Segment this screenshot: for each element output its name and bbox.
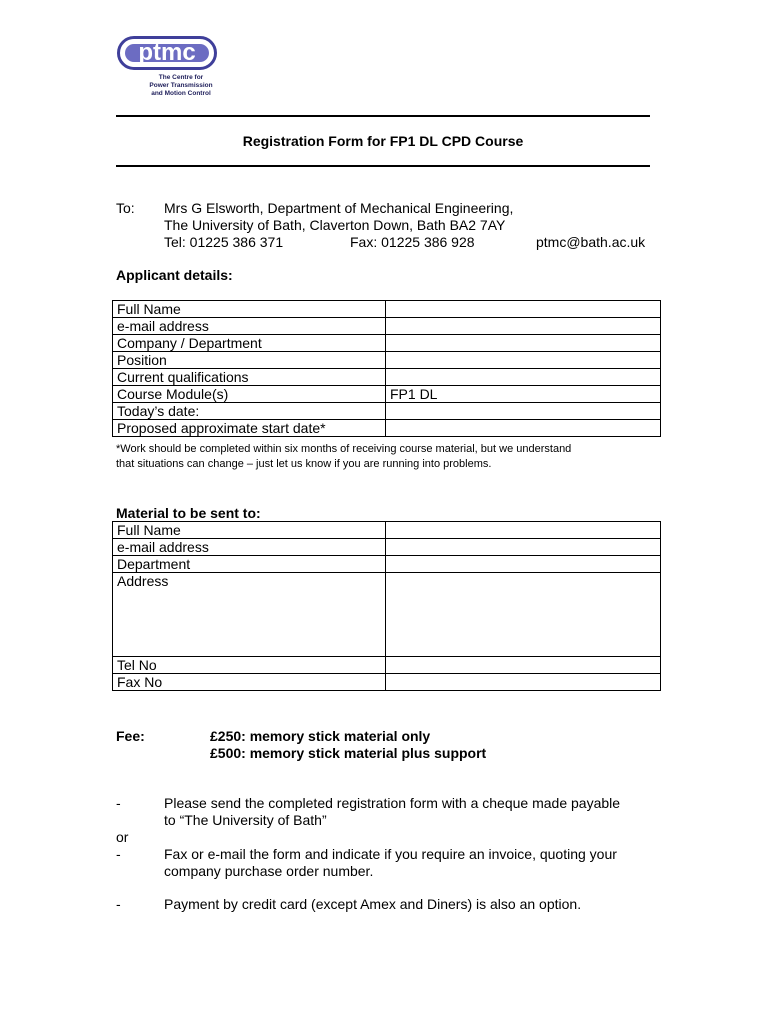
to-email[interactable]: ptmc@bath.ac.uk (536, 234, 646, 250)
title-rule (116, 165, 650, 167)
footnote: *Work should be completed within six months of receiving course material, but we understand that situations can change – just let us know if you are running into problems. (116, 443, 572, 470)
table-row (113, 352, 661, 369)
company-field[interactable] (386, 335, 661, 352)
table-row (113, 556, 661, 573)
bullet-dash: - (116, 896, 121, 912)
start-date-field[interactable] (386, 420, 661, 437)
recipient-fax-field[interactable] (386, 674, 661, 691)
fee-label: Fee: (116, 728, 145, 744)
table-row (113, 318, 661, 335)
row-label: Address (113, 573, 386, 657)
table-row (113, 386, 661, 403)
material-heading: Material to be sent to: (116, 505, 261, 521)
recipient-address-field[interactable] (386, 573, 661, 657)
bullet-dash: - (116, 846, 121, 862)
qualifications-field[interactable] (386, 369, 661, 386)
applicant-table (112, 300, 661, 437)
to-fax: Fax: 01225 386 928 (350, 234, 475, 250)
fee-option-2: £500: memory stick material plus support (210, 745, 487, 761)
row-label: e-mail address (113, 318, 386, 335)
recipient-tel-field[interactable] (386, 657, 661, 674)
form-title: Registration Form for FP1 DL CPD Course (242, 133, 524, 149)
to-tel: Tel: 01225 386 371 (164, 234, 284, 250)
row-label: e-mail address (113, 539, 386, 556)
ptmc-logo (115, 34, 221, 104)
logo-tagline: The Centre for Power Transmission and Motion Control (149, 74, 213, 97)
logo-oval (117, 36, 217, 70)
instruction-fax-email: Fax or e-mail the form and indicate if you require an invoice, quoting your company purchase order number. (164, 846, 617, 879)
bullet-dash: - (116, 795, 121, 811)
to-line2: The University of Bath, Claverton Down, Bath BA2 7AY (164, 217, 506, 233)
row-label: Company / Department (113, 335, 386, 352)
table-row (113, 539, 661, 556)
position-field[interactable] (386, 352, 661, 369)
table-row (113, 573, 661, 657)
instruction-cheque: Please send the completed registration form with a cheque made payable to “The University of Bath” (164, 795, 621, 828)
table-row (113, 335, 661, 352)
row-label: Tel No (113, 657, 386, 674)
recipient-email-field[interactable] (386, 539, 661, 556)
row-label: Department (113, 556, 386, 573)
to-line1: Mrs G Elsworth, Department of Mechanical Engineering, (164, 200, 514, 216)
logo-word: ptmc (138, 39, 196, 66)
table-row (113, 420, 661, 437)
course-module-field[interactable]: FP1 DL (386, 386, 661, 403)
email-field[interactable] (386, 318, 661, 335)
row-label: Today’s date: (113, 403, 386, 420)
table-row (113, 522, 661, 539)
material-table (112, 521, 661, 691)
row-label: Proposed approximate start date* (113, 420, 386, 437)
row-label: Current qualifications (113, 369, 386, 386)
table-row (113, 403, 661, 420)
applicant-heading: Applicant details: (116, 267, 233, 283)
top-rule (116, 115, 650, 117)
table-row (113, 674, 661, 691)
row-label: Course Module(s) (113, 386, 386, 403)
row-label: Fax No (113, 674, 386, 691)
or-label: or (116, 829, 129, 845)
recipient-department-field[interactable] (386, 556, 661, 573)
to-label: To: (116, 200, 135, 216)
recipient-name-field[interactable] (386, 522, 661, 539)
fee-option-1: £250: memory stick material only (210, 728, 431, 744)
instruction-credit-card: Payment by credit card (except Amex and Diners) is also an option. (164, 896, 582, 912)
table-row (113, 301, 661, 318)
row-label: Full Name (113, 522, 386, 539)
row-label: Position (113, 352, 386, 369)
row-label: Full Name (113, 301, 386, 318)
todays-date-field[interactable] (386, 403, 661, 420)
table-row (113, 369, 661, 386)
table-row (113, 657, 661, 674)
full-name-field[interactable] (386, 301, 661, 318)
